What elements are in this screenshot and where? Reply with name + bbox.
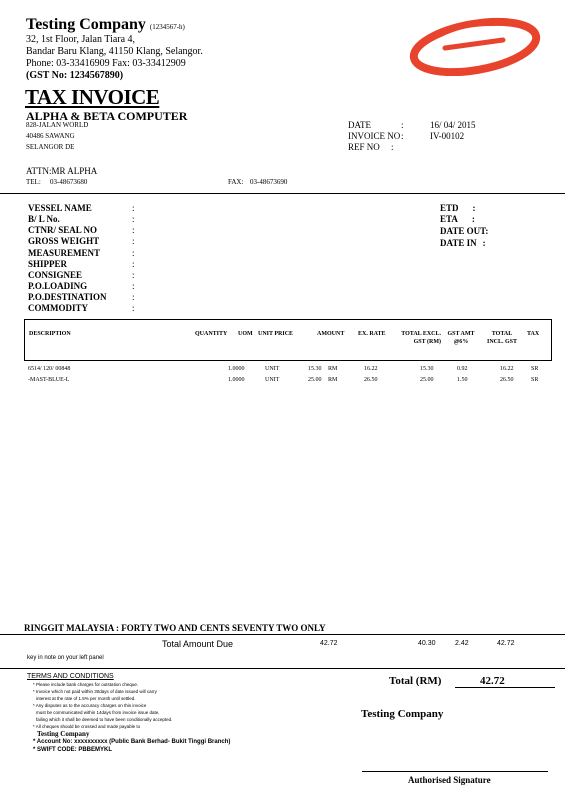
row-uom: UNIT: [265, 377, 280, 383]
ctnr-seal-label: CTNR/ SEAL NO: [28, 225, 98, 235]
term-line: * Please include bank charges for outstation cheque.: [33, 682, 139, 687]
consignee-label: CONSIGNEE: [28, 270, 83, 280]
field-colon: :: [132, 292, 135, 302]
measurement-label: MEASUREMENT: [28, 248, 101, 258]
authorised-signature-label: Authorised Signature: [408, 775, 491, 785]
col-quantity: QUANTITY: [195, 331, 228, 337]
date-value: 16/ 04/ 2015: [430, 120, 476, 130]
term-line: failing which it shall be deemed to have been conditionally accepted.: [36, 717, 173, 722]
invoice-no-colon: :: [401, 131, 404, 141]
row-tax: SR: [531, 377, 539, 383]
row-amount: 26.50: [364, 377, 378, 383]
field-colon: :: [132, 203, 135, 213]
grand-total-label: Total (RM): [389, 675, 442, 687]
col-ex-rate: EX. RATE: [358, 331, 386, 337]
row-total-excl: 25.00: [420, 377, 434, 383]
field-colon: :: [132, 225, 135, 235]
row-amount: 16.22: [364, 366, 378, 372]
row-uom: UNIT: [265, 366, 280, 372]
term-line: * Any disputes as to the accuracy charges on this invoice: [33, 703, 147, 708]
commodity-label: COMMODITY: [28, 303, 88, 313]
customer-address-line: SELANGOR DE: [26, 143, 75, 151]
amount-in-words: RINGGIT MALAYSIA : FORTY TWO AND CENTS SEVENTY TWO ONLY: [24, 623, 326, 633]
row-gst-amt: 0.92: [457, 366, 468, 372]
vessel-name-label: VESSEL NAME: [28, 203, 92, 213]
tel-label: TEL:: [26, 178, 41, 186]
note-text: key in note on your left panel: [27, 655, 104, 661]
col-total-excl: TOTAL EXCL. GST (RM): [401, 331, 441, 345]
tel-value: 03-48673680: [50, 178, 88, 186]
company-name-text: Testing Company: [26, 16, 146, 33]
col-amount: AMOUNT: [317, 331, 345, 337]
divider: [0, 634, 565, 635]
company-address-line: 32, 1st Floor, Jalan Tiara 4,: [26, 34, 136, 45]
term-line: * All cheques should be crossed and made payable to: [33, 724, 141, 729]
company-address-line: Bandar Baru Klang, 41150 Klang, Selangor.: [26, 46, 203, 57]
grand-total-value: 42.72: [480, 675, 505, 687]
row-currency: RM: [328, 377, 338, 383]
row-unit-price: 25.00: [308, 377, 322, 383]
total-amount-due-label: Total Amount Due: [162, 639, 234, 649]
total-excl-value: 40.30: [418, 640, 436, 647]
field-colon: :: [132, 281, 135, 291]
row-tax: SR: [531, 366, 539, 372]
col-total-incl: TOTAL INCL. GST: [487, 331, 518, 345]
row-description: 6514/ 120/ 00848: [28, 366, 71, 372]
date-out-label: DATE OUT:: [440, 226, 489, 236]
term-line: must be communicated within 14days from invoice issue date,: [36, 710, 160, 715]
total-incl-value: 42.72: [497, 640, 515, 647]
signature-company: Testing Company: [361, 708, 444, 720]
row-currency: RM: [328, 366, 338, 372]
row-total-incl: 16.22: [500, 366, 514, 372]
field-colon: :: [132, 214, 135, 224]
date-colon: :: [401, 120, 404, 130]
divider: [0, 193, 565, 194]
company-name: [26, 16, 185, 34]
po-destination-label: P.O.DESTINATION: [28, 292, 107, 302]
term-line: interest at the rate of 1.5% per month until settled.: [36, 696, 136, 701]
row-description: -MAST-BLUE-L: [28, 377, 70, 383]
signature-line: [362, 771, 548, 772]
attention: ATTN:MR ALPHA: [26, 166, 98, 176]
field-colon: :: [132, 236, 135, 246]
payee-name: Testing Company: [37, 730, 90, 738]
total-underline: [455, 687, 555, 688]
fax-value: 03-48673690: [250, 178, 288, 186]
fax-label: FAX:: [228, 178, 244, 186]
row-total-incl: 26.50: [500, 377, 514, 383]
ref-no-label: REF NO: [348, 142, 380, 152]
shipper-label: SHIPPER: [28, 259, 68, 269]
customer-name: ALPHA & BETA COMPUTER: [26, 109, 188, 123]
row-gst-amt: 1.50: [457, 377, 468, 383]
row-quantity: 1.0000: [228, 366, 245, 372]
company-reg-no: (1234567-h): [149, 23, 185, 31]
document-title: TAX INVOICE: [25, 85, 160, 109]
term-line: * Invoice which not paid within 30days of date issued will carry: [33, 689, 157, 694]
row-unit-price: 15.30: [308, 366, 322, 372]
customer-address-line: 40486 SAWANG: [26, 132, 75, 140]
swift-code: * SWIFT CODE: PBBEMYKL: [33, 747, 113, 753]
po-loading-label: P.O.LOADING: [28, 281, 88, 291]
date-label: DATE: [348, 120, 371, 130]
date-in-label: DATE IN :: [440, 238, 486, 248]
invoice-no-value: IV-00102: [430, 131, 465, 141]
company-logo-icon: [405, 14, 545, 81]
row-total-excl: 15.30: [420, 366, 434, 372]
row-quantity: 1.0000: [228, 377, 245, 383]
field-colon: :: [132, 270, 135, 280]
bl-no-label: B/ L No.: [28, 214, 60, 224]
divider: [0, 668, 565, 669]
items-table-header: [24, 319, 552, 361]
account-no: * Account No: xxxxxxxxxx (Public Bank Berhad- Bukit Tinggi Branch): [33, 739, 231, 745]
field-colon: :: [132, 303, 135, 313]
total-gst-value: 2.42: [455, 640, 469, 647]
ref-no-colon: :: [391, 142, 394, 152]
company-gst-no: (GST No: 1234567890): [26, 70, 124, 81]
col-unit-price: UNIT PRICE: [258, 331, 294, 337]
customer-address-line: 828-JALAN WORLD: [26, 121, 89, 129]
etd-label: ETD :: [440, 203, 476, 213]
field-colon: :: [132, 259, 135, 269]
invoice-no-label: INVOICE NO: [348, 131, 401, 141]
total-amount-value: 42.72: [320, 640, 338, 647]
col-tax: TAX: [527, 331, 540, 337]
col-uom: UOM: [238, 331, 253, 337]
eta-label: ETA :: [440, 214, 475, 224]
col-gst-amt: GST AMT @6%: [447, 331, 475, 345]
gross-weight-label: GROSS WEIGHT: [28, 236, 100, 246]
terms-title: TERMS AND CONDITIONS: [27, 673, 114, 680]
col-description: DESCRIPTION: [29, 331, 71, 337]
company-contact: Phone: 03-33416909 Fax: 03-33412909: [26, 58, 186, 69]
field-colon: :: [132, 248, 135, 258]
